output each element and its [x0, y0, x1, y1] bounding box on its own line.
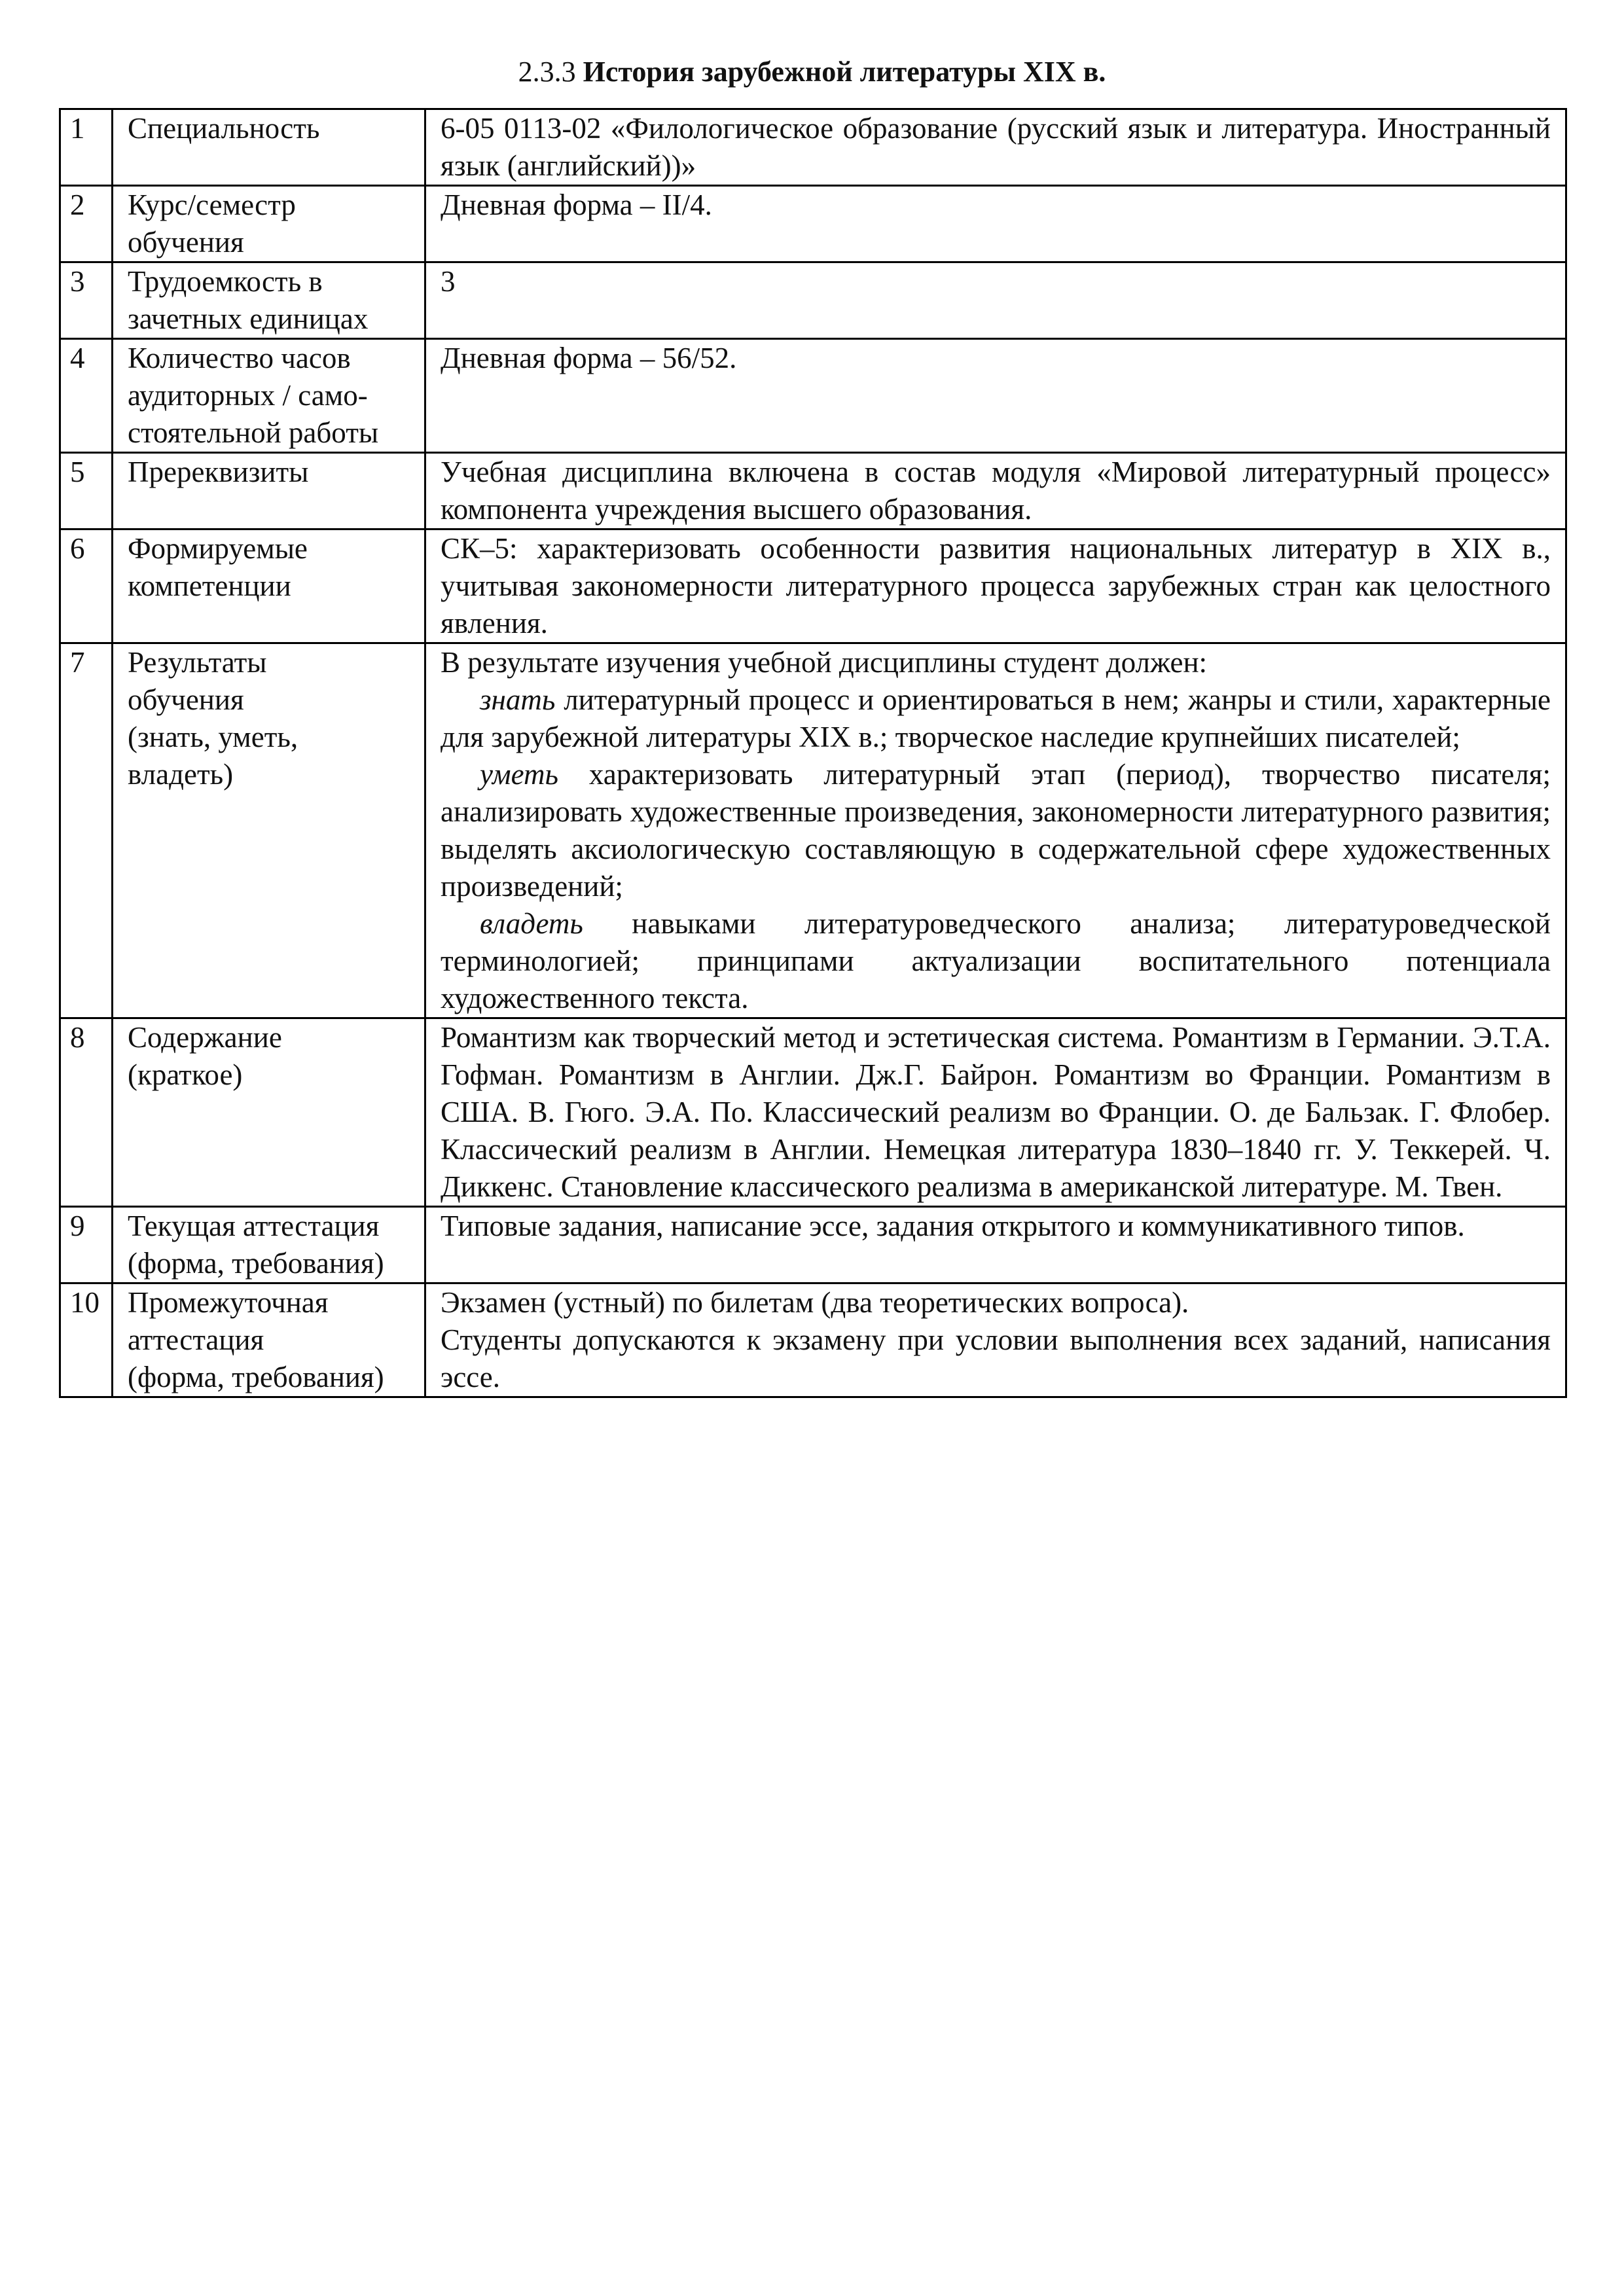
outcome-term: уметь: [480, 758, 558, 791]
value-paragraph: Типовые задания, написание эссе, задания открытого и коммуникативного типов.: [441, 1210, 1465, 1242]
row-number: 4: [60, 339, 113, 453]
row-label: [113, 339, 425, 453]
row-value: [425, 529, 1566, 643]
value-paragraph: 3: [441, 265, 456, 298]
row-label-line: Трудоемкость в: [128, 265, 323, 298]
row-number: 10: [60, 1283, 113, 1397]
value-paragraph: СК–5: характеризовать особенности развития национальных литератур в XIX в., учитывая закономерности литературного процесса зарубежных стран как целостного явления.: [441, 532, 1551, 639]
row-label-line: Формируемые: [128, 532, 308, 565]
table-row: [60, 1207, 1566, 1283]
row-label-line: (знать, уметь,: [128, 721, 298, 753]
row-label-line: Количество часов: [128, 342, 351, 374]
row-number: 6: [60, 529, 113, 643]
row-label-line: Промежуточная: [128, 1286, 329, 1319]
row-label-line: Курс/семестр: [128, 188, 296, 221]
row-label: [113, 1018, 425, 1207]
row-number: 7: [60, 643, 113, 1018]
row-value: [425, 643, 1566, 1018]
row-value: [425, 262, 1566, 339]
table-row: [60, 529, 1566, 643]
row-label-line: Пререквизиты: [128, 456, 309, 488]
row-number: 2: [60, 186, 113, 262]
row-label-line: аудиторных / само-: [128, 379, 368, 412]
row-label-line: стоятельной работы: [128, 416, 379, 449]
table-row: [60, 453, 1566, 529]
row-label: [113, 262, 425, 339]
row-label-line: Специальность: [128, 112, 320, 145]
section-title: [0, 54, 1624, 90]
row-label-line: (краткое): [128, 1058, 243, 1091]
row-label-line: Текущая аттестация: [128, 1210, 380, 1242]
section-name: История зарубежной литературы XIX в.: [583, 56, 1106, 88]
row-label-line: (форма, требования): [128, 1247, 384, 1280]
value-paragraph: 6-05 0113-02 «Филологическое образование (русский язык и литература. Иностранный язык (английский))»: [441, 112, 1551, 182]
row-label-line: Результаты: [128, 646, 267, 679]
outcome-term: знать: [480, 683, 556, 716]
spec-table-body: [60, 109, 1566, 1397]
row-label-line: владеть): [128, 758, 234, 791]
outcome-text: литературный процесс и ориентироваться в нем; жанры и стили, характерные для зарубежной литературы XIX в.; творческое наследие крупнейших писателей;: [441, 683, 1551, 753]
row-label: [113, 529, 425, 643]
table-row: [60, 643, 1566, 1018]
row-value: [425, 109, 1566, 186]
row-label-line: компетенции: [128, 569, 291, 602]
outcome-term: владеть: [480, 907, 583, 940]
row-value: [425, 1283, 1566, 1397]
row-label-line: Содержание: [128, 1021, 282, 1054]
section-number: 2.3.3: [518, 56, 576, 88]
row-number: 8: [60, 1018, 113, 1207]
table-row: [60, 1283, 1566, 1397]
row-label-line: обучения: [128, 226, 244, 259]
row-label: [113, 1207, 425, 1283]
row-label: [113, 1283, 425, 1397]
row-number: 5: [60, 453, 113, 529]
row-label: [113, 643, 425, 1018]
learning-outcomes-intro: В результате изучения учебной дисциплины студент должен:: [441, 646, 1208, 679]
row-label: [113, 453, 425, 529]
learning-outcome-item: [441, 756, 1551, 905]
row-label: [113, 109, 425, 186]
value-paragraph: Студенты допускаются к экзамену при условии выполнения всех заданий, написания эссе.: [441, 1323, 1551, 1393]
learning-outcome-item: [441, 905, 1551, 1017]
row-value: [425, 1018, 1566, 1207]
value-paragraph: Экзамен (устный) по билетам (два теоретических вопроса).: [441, 1286, 1189, 1319]
row-label-line: обучения: [128, 683, 244, 716]
discipline-spec-table: [59, 108, 1567, 1398]
value-paragraph: Дневная форма – 56/52.: [441, 342, 737, 374]
row-label: [113, 186, 425, 262]
row-number: 1: [60, 109, 113, 186]
row-value: [425, 186, 1566, 262]
table-row: [60, 186, 1566, 262]
table-row: [60, 1018, 1566, 1207]
row-number: 9: [60, 1207, 113, 1283]
outcome-text: навыками литературоведческого анализа; литературоведческой терминологией; принципами актуализации воспитательного потенциала художественного текста.: [441, 907, 1551, 1014]
value-paragraph: Учебная дисциплина включена в состав модуля «Мировой литературный процесс» компонента учреждения высшего образования.: [441, 456, 1551, 526]
table-row: [60, 262, 1566, 339]
learning-outcome-item: [441, 681, 1551, 756]
value-paragraph: Дневная форма – II/4.: [441, 188, 712, 221]
row-label-line: зачетных единицах: [128, 302, 369, 335]
row-value: [425, 1207, 1566, 1283]
row-value: [425, 339, 1566, 453]
table-row: [60, 339, 1566, 453]
value-paragraph: Романтизм как творческий метод и эстетическая система. Романтизм в Германии. Э.Т.А. Гофман. Романтизм в Англии. Дж.Г. Байрон. Романтизм во Франции. Романтизм в США. В. Гюго. Э.А. По. Классический реализм во Франции. О. де Бальзак. Г. Флобер. Классический реализм в Англии. Немецкая литература 1830–1840 гг. У. Теккерей. Ч. Диккенс. Становление классического реализма в американской литературе. М. Твен.: [441, 1021, 1551, 1203]
row-value: [425, 453, 1566, 529]
outcome-text: характеризовать литературный этап (период), творчество писателя; анализировать художественные произведения, закономерности литературного развития; выделять аксиологическую составляющую в содержательной сфере художественных произведений;: [441, 758, 1551, 903]
row-label-line: аттестация: [128, 1323, 264, 1356]
table-row: [60, 109, 1566, 186]
row-number: 3: [60, 262, 113, 339]
row-label-line: (форма, требования): [128, 1361, 384, 1393]
